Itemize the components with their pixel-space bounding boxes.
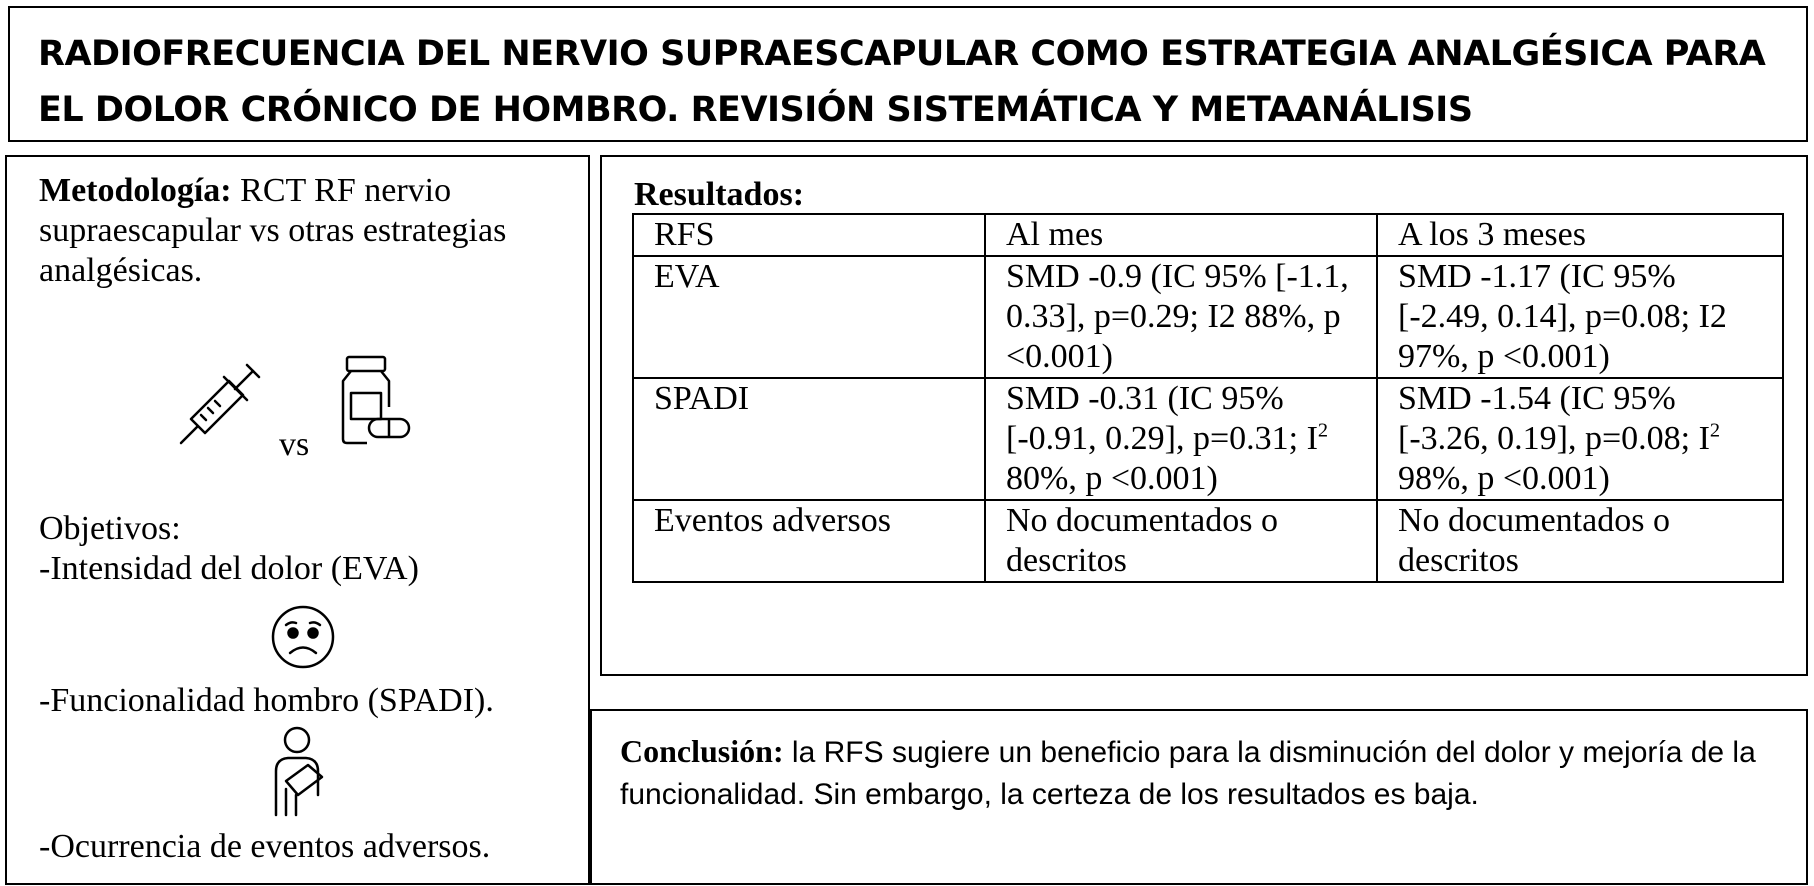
table-row [633,378,1783,500]
person-arm-sling-icon [262,725,332,817]
conclusion-panel [590,709,1808,885]
table-row [633,500,1783,582]
row-label: Eventos adversos [633,500,985,582]
pill-bottle-icon [339,355,411,451]
vs-label: vs [279,426,310,463]
results-title: Resultados: [634,176,805,213]
conclusion-text [620,731,1760,816]
cell-text: 80%, p <0.001) [1006,460,1218,497]
header-cell: A los 3 meses [1377,214,1783,256]
table-cell: SMD -0.9 (IC 95% [-1.1, 0.33], p=0.29; I2 88%, p <0.001) [985,256,1377,378]
methodology-description: RCT RF nervio supraescapular vs otras estrategias analgésicas. [39,172,507,289]
superscript: 2 [1709,419,1721,442]
table-header-row [633,214,1783,256]
methodology-label: Metodología: [39,172,232,209]
table-row [633,256,1783,378]
row-label: SPADI [633,378,985,500]
table-cell: No documentados o descritos [985,500,1377,582]
superscript: 2 [1317,419,1329,442]
conclusion-body: la RFS sugiere un beneficio para la disminución del dolor y mejoría de la funcionalidad. Sin embargo, la certeza de los resultados es baja. [620,736,1756,811]
syringe-icon [177,357,267,447]
title-box [8,6,1808,142]
objective-shoulder-function: -Funcionalidad hombro (SPADI). [39,682,494,719]
cell-text: SMD -1.54 (IC 95% [-3.26, 0.19], p=0.08; I [1398,380,1710,457]
objectives-label: Objetivos: [39,510,181,547]
results-panel [600,155,1808,676]
objective-pain-intensity: -Intensidad del dolor (EVA) [39,550,419,587]
sad-face-icon [270,604,336,670]
table-cell: SMD -1.17 (IC 95% [-2.49, 0.14], p=0.08; I2 97%, p <0.001) [1377,256,1783,378]
objective-adverse-events: -Ocurrencia de eventos adversos. [39,828,491,865]
methodology-text [39,171,569,291]
table-cell [1377,378,1783,500]
table-cell [985,378,1377,500]
table-cell: No documentados o descritos [1377,500,1783,582]
row-label: EVA [633,256,985,378]
conclusion-label: Conclusión: [620,733,784,769]
cell-text: 98%, p <0.001) [1398,460,1610,497]
results-table [632,213,1784,583]
cell-text: SMD -0.31 (IC 95% [-0.91, 0.29], p=0.31; I [1006,380,1318,457]
header-cell: RFS [633,214,985,256]
methodology-panel [5,155,590,885]
page-title: RADIOFRECUENCIA DEL NERVIO SUPRAESCAPULAR COMO ESTRATEGIA ANALGÉSICA PARA EL DOLOR CRÓNICO DE HOMBRO. REVISIÓN SISTEMÁTICA Y METAANÁLISIS [38,34,1766,130]
header-cell: Al mes [985,214,1377,256]
